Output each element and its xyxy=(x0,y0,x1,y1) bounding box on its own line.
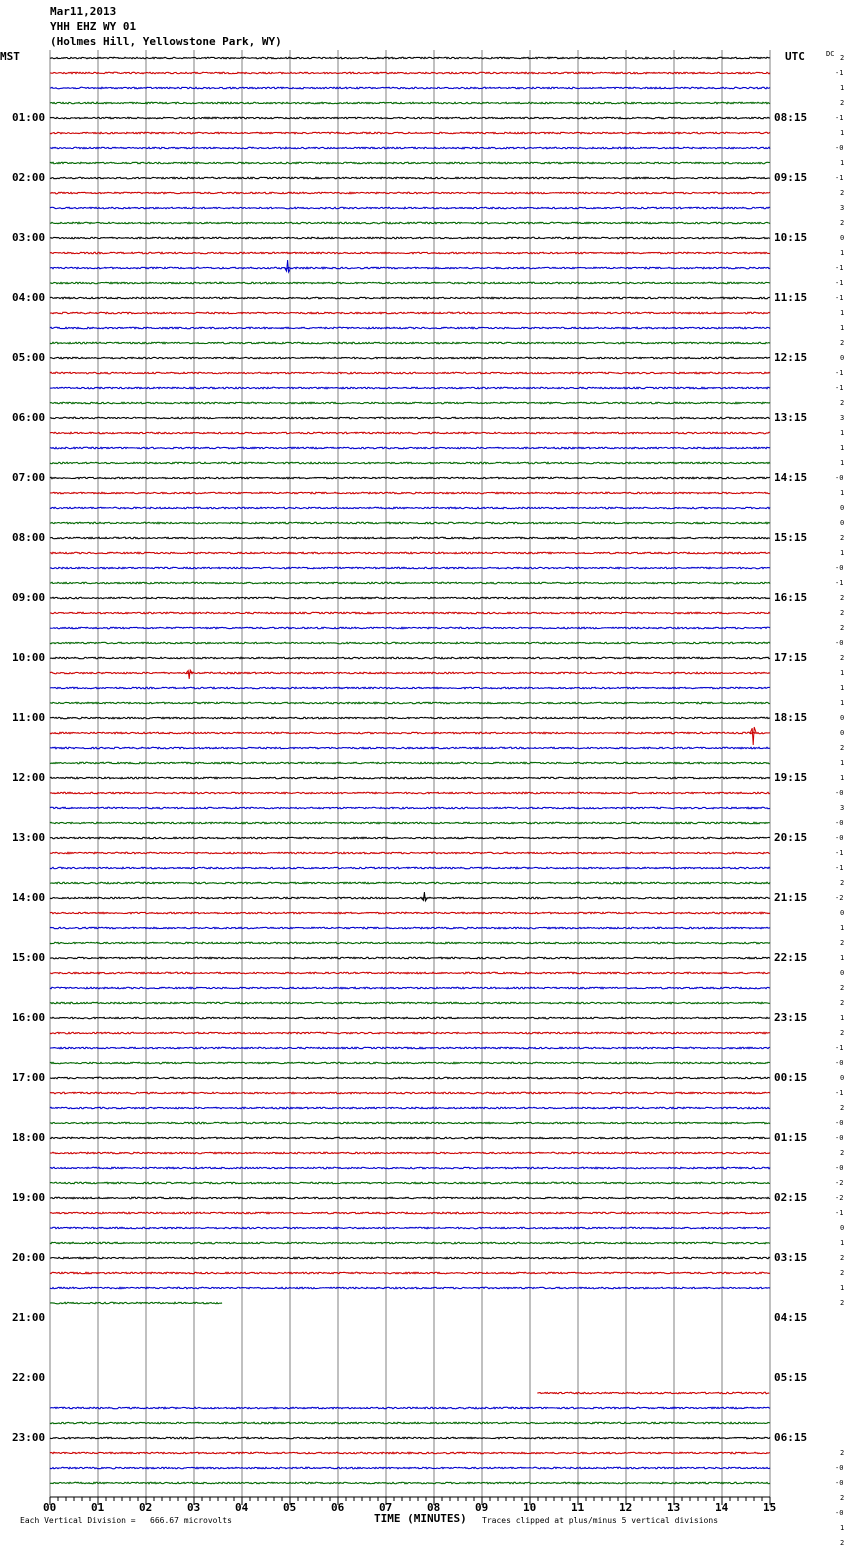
seismic-trace xyxy=(50,717,770,719)
seismic-trace xyxy=(50,897,770,899)
hour-label-mst: 15:00 xyxy=(12,951,46,964)
seismic-trace xyxy=(50,1002,770,1004)
dc-offset-value: -0 xyxy=(835,789,844,797)
scale-footnote: Each Vertical Division = 666.67 microvolts xyxy=(20,1516,232,1525)
hour-label-utc: 13:15 xyxy=(774,411,808,424)
trace-layer xyxy=(50,57,770,1484)
hour-label-mst: 21:00 xyxy=(12,1311,46,1324)
x-tick-label: 14 xyxy=(715,1501,729,1514)
dc-offset-value: 1 xyxy=(840,429,845,437)
dc-offset-value: 2 xyxy=(840,609,845,617)
seismic-trace xyxy=(50,627,770,629)
seismic-trace xyxy=(50,237,770,239)
dc-offset-value: 0 xyxy=(840,354,845,362)
dc-offset-value: 3 xyxy=(840,804,845,812)
hour-label-utc: 12:15 xyxy=(774,351,808,364)
seismic-trace xyxy=(50,1287,770,1289)
dc-offset-value: 2 xyxy=(840,984,845,992)
seismic-event xyxy=(421,892,427,901)
dc-offset-value: 1 xyxy=(840,444,845,452)
hour-label-utc: 02:15 xyxy=(774,1191,808,1204)
dc-offset-value: 2 xyxy=(840,1539,845,1547)
dc-offset-value: 1 xyxy=(840,759,845,767)
seismic-trace xyxy=(50,1062,770,1064)
hour-label-mst: 23:00 xyxy=(12,1431,46,1444)
seismic-trace xyxy=(50,132,770,134)
seismic-trace xyxy=(50,162,770,164)
seismic-trace xyxy=(50,102,770,104)
hour-label-mst: 17:00 xyxy=(12,1071,46,1084)
seismic-trace xyxy=(50,432,770,434)
hour-label-utc: 19:15 xyxy=(774,771,808,784)
dc-offset-value: 1 xyxy=(840,549,845,557)
hour-label-utc: 23:15 xyxy=(774,1011,808,1024)
dc-offset-value: 2 xyxy=(840,219,845,227)
x-tick-label: 05 xyxy=(283,1501,297,1514)
right-timezone-label: UTC xyxy=(785,50,805,63)
seismic-trace xyxy=(50,582,770,584)
seismic-trace xyxy=(50,567,770,569)
dc-offset-value: 2 xyxy=(840,939,845,947)
dc-offset-value: 1 xyxy=(840,1239,845,1247)
seismic-trace xyxy=(50,492,770,494)
dc-offset-value: 2 xyxy=(840,879,845,887)
left-timezone-label: MST xyxy=(0,50,20,63)
dc-offset-value: 2 xyxy=(840,999,845,1007)
dc-offset-value: -1 xyxy=(835,1089,844,1097)
seismic-trace xyxy=(50,1032,770,1034)
dc-offset-value: -0 xyxy=(835,144,844,152)
dc-offset-value: -0 xyxy=(835,834,844,842)
hour-label-mst: 10:00 xyxy=(12,651,46,664)
seismic-trace xyxy=(50,852,770,854)
chart-date: Mar11,2013 xyxy=(50,5,117,18)
dc-offset-value: 2 xyxy=(840,1149,845,1157)
seismic-trace xyxy=(50,777,770,779)
dc-offset-value: -1 xyxy=(835,864,844,872)
seismic-trace xyxy=(50,1212,770,1214)
seismic-trace xyxy=(50,1092,770,1094)
dc-offset-value: 0 xyxy=(840,1224,845,1232)
hour-label-mst: 07:00 xyxy=(12,471,46,484)
seismic-trace xyxy=(50,522,770,524)
seismic-trace xyxy=(50,747,770,749)
x-tick-label: 04 xyxy=(235,1501,249,1514)
hour-label-mst: 05:00 xyxy=(12,351,46,364)
dc-offset-value: 2 xyxy=(840,1494,845,1502)
seismic-trace xyxy=(50,1242,770,1244)
x-tick-label: 13 xyxy=(667,1501,681,1514)
dc-offset-value: 1 xyxy=(840,1284,845,1292)
hour-label-utc: 08:15 xyxy=(774,111,808,124)
dc-offset-value: -1 xyxy=(835,279,844,287)
dc-offset-value: 2 xyxy=(840,54,845,62)
dc-offset-value: 0 xyxy=(840,909,845,917)
dc-offset-value: 1 xyxy=(840,129,845,137)
seismic-trace xyxy=(50,762,770,764)
x-tick-label: 06 xyxy=(331,1501,345,1514)
x-tick-label: 12 xyxy=(619,1501,633,1514)
seismic-trace xyxy=(50,282,770,284)
hour-label-mst: 09:00 xyxy=(12,591,46,604)
hour-label-mst: 20:00 xyxy=(12,1251,46,1264)
hour-label-mst: 02:00 xyxy=(12,171,46,184)
seismic-trace xyxy=(50,1257,770,1259)
seismic-trace xyxy=(50,1167,770,1169)
dc-offset-value: -1 xyxy=(835,369,844,377)
clip-footnote: Traces clipped at plus/minus 5 vertical divisions xyxy=(482,1516,719,1525)
seismic-trace xyxy=(50,1272,770,1274)
seismic-trace xyxy=(50,417,770,419)
hour-label-mst: 22:00 xyxy=(12,1371,46,1384)
seismic-trace xyxy=(50,942,770,944)
dc-offset-value: 0 xyxy=(840,504,845,512)
seismic-trace xyxy=(50,387,770,389)
hour-label-mst: 03:00 xyxy=(12,231,46,244)
station-code: YHH EHZ WY 01 xyxy=(50,20,137,33)
seismic-trace xyxy=(50,822,770,824)
hour-label-utc: 09:15 xyxy=(774,171,808,184)
hour-label-mst: 11:00 xyxy=(12,711,46,724)
seismic-trace xyxy=(50,1137,770,1139)
x-tick-label: 10 xyxy=(523,1501,537,1514)
seismic-trace xyxy=(50,687,770,689)
time-axis xyxy=(50,1497,770,1505)
hour-label-utc: 05:15 xyxy=(774,1371,808,1384)
dc-offset-value: 0 xyxy=(840,729,845,737)
hour-label-mst: 12:00 xyxy=(12,771,46,784)
hour-label-mst: 16:00 xyxy=(12,1011,46,1024)
dc-offset-value: -1 xyxy=(835,294,844,302)
dc-offset-value: 1 xyxy=(840,924,845,932)
station-location: (Holmes Hill, Yellowstone Park, WY) xyxy=(50,35,282,48)
x-tick-label: 15 xyxy=(763,1501,777,1514)
seismic-trace xyxy=(50,177,770,179)
dc-offset-value: 3 xyxy=(840,204,845,212)
dc-offset-value: 1 xyxy=(840,159,845,167)
x-tick-label: 00 xyxy=(43,1501,57,1514)
dc-offset-value: 1 xyxy=(840,84,845,92)
seismic-trace xyxy=(50,222,770,224)
dc-offset-value: 0 xyxy=(840,714,845,722)
hour-label-mst: 01:00 xyxy=(12,111,46,124)
dc-offset-value: 2 xyxy=(840,1104,845,1112)
dc-offset-value: -0 xyxy=(835,819,844,827)
x-tick-label: 02 xyxy=(139,1501,153,1514)
dc-offset-value: 0 xyxy=(840,1074,845,1082)
hour-label-mst: 06:00 xyxy=(12,411,46,424)
dc-offset-value: 2 xyxy=(840,534,845,542)
dc-offset-value: 1 xyxy=(840,774,845,782)
hour-label-mst: 04:00 xyxy=(12,291,46,304)
seismic-trace xyxy=(50,267,770,269)
dc-offset-value: 1 xyxy=(840,954,845,962)
seismic-trace xyxy=(50,1452,770,1454)
seismic-trace xyxy=(50,192,770,194)
dc-offset-value: 1 xyxy=(840,1014,845,1022)
dc-offset-value: 0 xyxy=(840,234,845,242)
dc-offset-value: 2 xyxy=(840,1029,845,1037)
seismic-trace xyxy=(50,807,770,809)
hour-label-utc: 16:15 xyxy=(774,591,808,604)
hour-label-utc: 17:15 xyxy=(774,651,808,664)
seismic-trace xyxy=(50,357,770,359)
dc-offset-value: -1 xyxy=(835,114,844,122)
seismic-trace xyxy=(50,672,770,674)
dc-offset-value: 2 xyxy=(840,399,845,407)
seismic-trace xyxy=(50,462,770,464)
dc-offset-value: 2 xyxy=(840,1254,845,1262)
dc-offset-value: -1 xyxy=(835,384,844,392)
hour-label-utc: 22:15 xyxy=(774,951,808,964)
seismic-trace xyxy=(50,1107,770,1109)
dc-offset-value: 2 xyxy=(840,1269,845,1277)
dc-offset-value: 1 xyxy=(840,459,845,467)
dc-offset-value: 2 xyxy=(840,1449,845,1457)
seismic-trace xyxy=(50,1152,770,1154)
dc-offset-value: 0 xyxy=(840,969,845,977)
seismic-trace xyxy=(50,1482,770,1484)
dc-offset-value: -0 xyxy=(835,1479,844,1487)
seismic-trace xyxy=(50,147,770,149)
dc-offset-value: 2 xyxy=(840,339,845,347)
seismic-trace xyxy=(50,1467,770,1469)
dc-offset-value: -1 xyxy=(835,264,844,272)
seismic-trace xyxy=(50,1197,770,1199)
seismic-trace xyxy=(50,867,770,869)
dc-offset-value: 2 xyxy=(840,99,845,107)
seismic-trace xyxy=(50,1422,770,1424)
seismic-trace xyxy=(50,612,770,614)
dc-offset-value: 1 xyxy=(840,489,845,497)
seismic-trace xyxy=(50,912,770,914)
seismic-event xyxy=(186,670,192,679)
seismic-event xyxy=(750,727,756,745)
dc-offset-value: -1 xyxy=(835,69,844,77)
seismic-trace xyxy=(50,72,770,74)
hour-label-utc: 04:15 xyxy=(774,1311,808,1324)
seismic-trace xyxy=(50,402,770,404)
seismic-trace xyxy=(50,1017,770,1019)
seismic-trace xyxy=(50,1437,770,1439)
seismic-trace xyxy=(50,87,770,89)
seismic-trace xyxy=(50,597,770,599)
x-tick-label: 03 xyxy=(187,1501,201,1514)
dc-offset-value: 2 xyxy=(840,189,845,197)
x-tick-label: 09 xyxy=(475,1501,489,1514)
dc-offset-value: 1 xyxy=(840,1524,845,1532)
dc-offset-value: -0 xyxy=(835,1164,844,1172)
x-axis-label: TIME (MINUTES) xyxy=(374,1512,467,1525)
dc-offset-value: -1 xyxy=(835,174,844,182)
dc-offset-value: 1 xyxy=(840,309,845,317)
seismic-trace xyxy=(50,537,770,539)
x-tick-label: 11 xyxy=(571,1501,585,1514)
hour-label-mst: 19:00 xyxy=(12,1191,46,1204)
x-tick-label: 01 xyxy=(91,1501,105,1514)
dc-offset-value: -0 xyxy=(835,1134,844,1142)
dc-offset-value: 1 xyxy=(840,699,845,707)
dc-offset-value: -0 xyxy=(835,639,844,647)
seismic-trace xyxy=(50,657,770,659)
dc-offset-value: -0 xyxy=(835,564,844,572)
hour-label-utc: 01:15 xyxy=(774,1131,808,1144)
seismic-trace xyxy=(50,882,770,884)
hour-label-utc: 11:15 xyxy=(774,291,808,304)
dc-offset-value: -1 xyxy=(835,1209,844,1217)
seismic-trace xyxy=(50,1122,770,1124)
dc-offset-value: -0 xyxy=(835,1464,844,1472)
seismic-trace xyxy=(50,297,770,299)
dc-offset-value: 2 xyxy=(840,654,845,662)
hour-label-utc: 03:15 xyxy=(774,1251,808,1264)
seismic-trace xyxy=(50,1227,770,1229)
dc-offset-value: 2 xyxy=(840,624,845,632)
seismic-trace xyxy=(50,447,770,449)
hour-label-utc: 06:15 xyxy=(774,1431,808,1444)
hour-label-mst: 08:00 xyxy=(12,531,46,544)
dc-offset-value: -2 xyxy=(835,1194,844,1202)
dc-offset-value: 3 xyxy=(840,414,845,422)
hour-label-utc: 10:15 xyxy=(774,231,808,244)
dc-offset-value: -1 xyxy=(835,1044,844,1052)
dc-offset-value: 1 xyxy=(840,324,845,332)
seismic-trace xyxy=(50,837,770,839)
dc-offset-value: -2 xyxy=(835,894,844,902)
dc-offset-value: 2 xyxy=(840,744,845,752)
dc-offset-value: 1 xyxy=(840,669,845,677)
hour-label-mst: 18:00 xyxy=(12,1131,46,1144)
seismic-trace xyxy=(50,792,770,794)
dc-offset-value: -0 xyxy=(835,1509,844,1517)
seismic-trace xyxy=(50,927,770,929)
seismic-trace xyxy=(50,477,770,479)
dc-offset-value: 1 xyxy=(840,684,845,692)
seismic-trace xyxy=(50,507,770,509)
seismic-trace xyxy=(50,1077,770,1079)
hour-label-utc: 14:15 xyxy=(774,471,808,484)
seismic-trace xyxy=(50,1407,770,1409)
hour-label-utc: 00:15 xyxy=(774,1071,808,1084)
dc-offset-value: -0 xyxy=(835,474,844,482)
seismic-trace xyxy=(50,957,770,959)
seismic-trace xyxy=(50,117,770,119)
hour-label-utc: 21:15 xyxy=(774,891,808,904)
hour-label-mst: 13:00 xyxy=(12,831,46,844)
seismic-trace xyxy=(50,1302,222,1304)
dc-column-label: DC xyxy=(826,50,835,58)
seismic-trace xyxy=(50,207,770,209)
hour-label-utc: 18:15 xyxy=(774,711,808,724)
seismic-trace xyxy=(50,552,770,554)
seismic-trace xyxy=(50,342,770,344)
dc-offset-value: -0 xyxy=(835,1059,844,1067)
seismic-trace xyxy=(50,732,770,734)
dc-offset-value: -0 xyxy=(835,1119,844,1127)
dc-offset-value: 2 xyxy=(840,594,845,602)
seismic-trace xyxy=(50,972,770,974)
dc-offset-value: -1 xyxy=(835,579,844,587)
dc-offset-value: 2 xyxy=(840,1299,845,1307)
dc-offset-value: -2 xyxy=(835,1179,844,1187)
x-tick-label: 08 xyxy=(427,1501,441,1514)
dc-offset-value: 1 xyxy=(840,249,845,257)
seismic-trace xyxy=(537,1392,769,1394)
hour-label-utc: 15:15 xyxy=(774,531,808,544)
seismic-trace xyxy=(50,987,770,989)
x-tick-label: 07 xyxy=(379,1501,393,1514)
seismic-trace xyxy=(50,57,770,59)
dc-offset-value: 0 xyxy=(840,519,845,527)
seismic-trace xyxy=(50,252,770,254)
seismic-trace xyxy=(50,327,770,329)
hour-label-utc: 20:15 xyxy=(774,831,808,844)
hour-label-mst: 14:00 xyxy=(12,891,46,904)
seismic-trace xyxy=(50,372,770,374)
seismic-trace xyxy=(50,1182,770,1184)
dc-offset-value: -1 xyxy=(835,849,844,857)
seismic-trace xyxy=(50,702,770,704)
seismic-trace xyxy=(50,312,770,314)
seismic-trace xyxy=(50,1047,770,1049)
minute-grid xyxy=(50,50,770,1497)
seismic-trace xyxy=(50,642,770,644)
